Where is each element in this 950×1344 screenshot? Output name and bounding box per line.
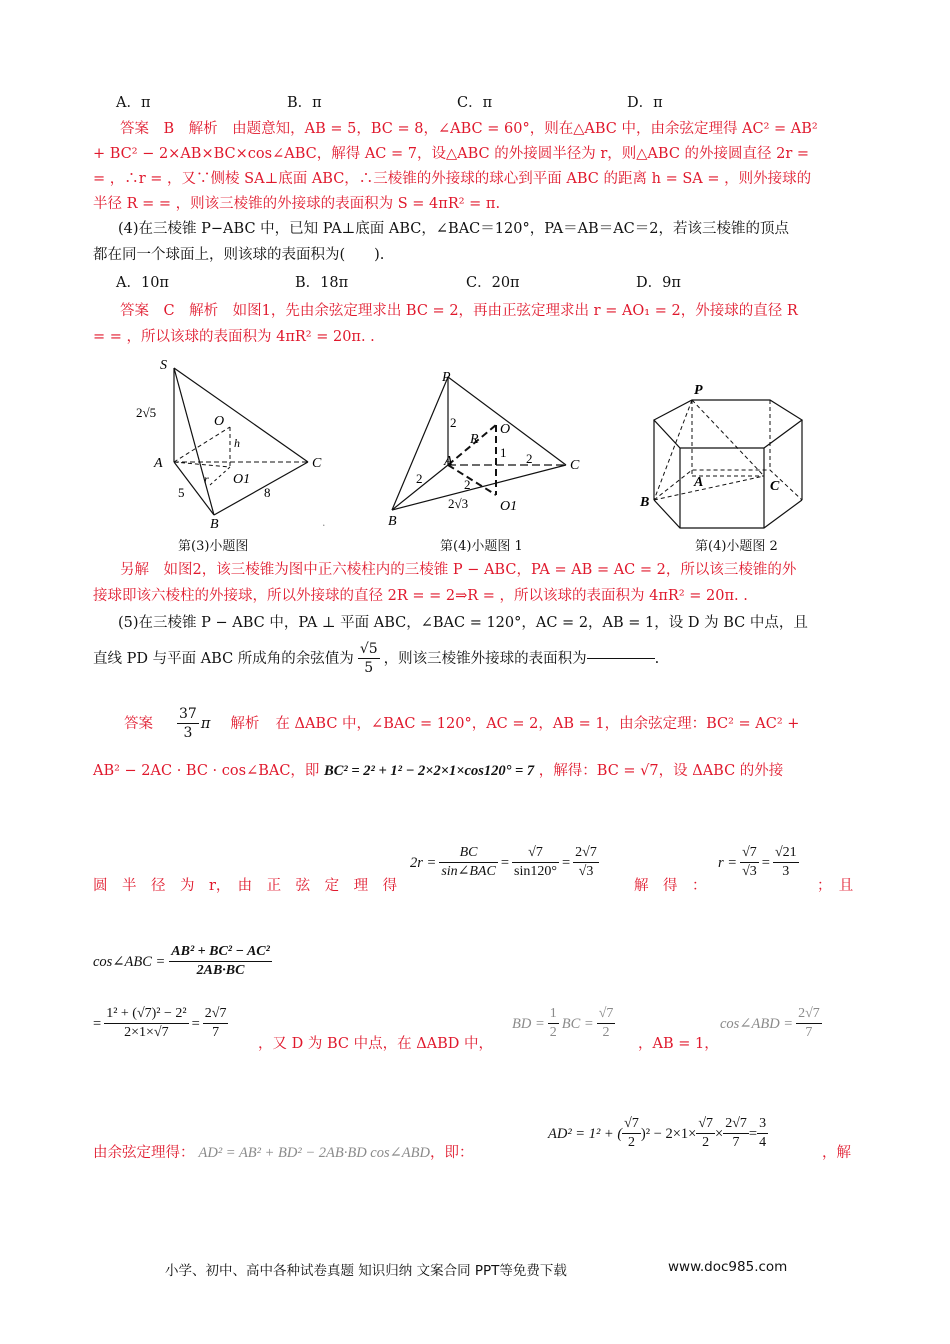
q5-line2-pre: 直线 PD 与平面 ABC 所成角的余弦值为 xyxy=(93,650,354,667)
fig2-label-ab: 2 xyxy=(416,471,423,486)
fig1-label-bc: 8 xyxy=(264,485,271,500)
q5-line1: (5)在三棱锥 P − ABC 中，PA ⊥ 平面 ABC，∠BAC = 120°，AC = 2，AB = 1，设 D 为 BC 中点，且 xyxy=(118,615,808,631)
eq2-den: 2×1×√7 xyxy=(124,1025,169,1040)
ad-f2-num: √7 xyxy=(696,1115,715,1134)
answer-q5-label: 答案 xyxy=(124,715,153,732)
fig1-label-c: C xyxy=(312,456,322,471)
bd-f1-den: 2 xyxy=(549,1025,557,1040)
ad-f1-num: √7 xyxy=(622,1115,641,1134)
answer-q5-row1: 在 ΔABC 中，∠BAC = 120°，AC = 2，AB = 1，由余弦定理：BC² = AC² + xyxy=(275,715,800,732)
sine-eq-pre: 2r = xyxy=(410,854,437,871)
fig2-label-bc: 2√3 xyxy=(448,496,469,511)
fig1-label-sa: 2√5 xyxy=(136,405,157,420)
sine-f2-den: sin120° xyxy=(514,864,557,879)
ad-f3-den: 7 xyxy=(732,1135,740,1150)
fig2-label-r: R xyxy=(470,432,479,447)
option-b: B．π xyxy=(287,95,322,111)
sine-f1-den: sin∠BAC xyxy=(441,864,496,879)
fig2-label-o: O xyxy=(500,422,511,437)
fig1-label-ab: 5 xyxy=(178,485,185,500)
fig2-label-p: P xyxy=(442,370,451,385)
fig1-label-s: S xyxy=(160,358,167,373)
answer-q4-line1: 答案 C 解析 如图1，先由余弦定理求出 BC = 2，再由正弦定理求出 r = AO₁ = 2，外接球的直径 R xyxy=(120,303,798,319)
q5-line2-end: . xyxy=(654,650,660,667)
footer-url[interactable]: www.doc985.com xyxy=(668,1259,788,1275)
eq2-r-num: 2√7 xyxy=(203,1005,229,1024)
cos-abd-equation xyxy=(720,1005,825,1042)
cosabd-pre: cos∠ABD = xyxy=(720,1015,794,1032)
answer-q5-row6 xyxy=(93,1142,473,1164)
r-f1-num: √7 xyxy=(740,844,759,863)
figure-q3 xyxy=(130,355,340,530)
figure-q4-1-caption: 第(4)小题图 1 xyxy=(440,539,523,554)
option-c: C．π xyxy=(457,95,493,111)
cos-num: AB² + BC² − AC² xyxy=(169,943,272,962)
answer-q3-line2: + BC² − 2×AB×BC×cos∠ABC，解得 AC = 7，设△ABC 的外接圆半径为 r，则△ABC 的外接圆直径 2r = xyxy=(93,146,810,162)
figure-q4-2-caption: 第(4)小题图 2 xyxy=(695,539,778,554)
answer-q5-row5-mid: ，又 D 为 BC 中点，在 ΔABD 中， xyxy=(258,1036,494,1052)
sine-f2-num: √7 xyxy=(512,844,559,863)
cosabd-num: 2√7 xyxy=(796,1005,822,1024)
r-f2-den: 3 xyxy=(782,864,790,879)
fig3-label-p: P xyxy=(694,383,703,398)
sine-law-equation: 2r = $\frac{BC}{\text{sin∠BAC}}$ = $\frac{√7}{\sin 120^\circ}$ = $\frac{2√7}{√3}$ xyxy=(410,845,597,879)
cos-abc-equation xyxy=(93,943,272,980)
answer-q5-den: 3 xyxy=(183,725,193,741)
fig1-label-o1: O1 xyxy=(233,472,251,487)
eq2-r-den: 7 xyxy=(212,1025,220,1040)
q5-frac-den: 5 xyxy=(364,660,374,676)
row2-c: ，解得：BC = √7，设 ΔABC 的外接 xyxy=(538,763,784,779)
answer-q5-row2 xyxy=(93,760,783,782)
figure-q4-2 xyxy=(636,378,826,533)
q5-frac-num: √5 xyxy=(359,641,378,657)
answer-q5-value xyxy=(177,705,199,742)
bd-f2-den: 2 xyxy=(602,1025,610,1040)
fig2-label-pa: 2 xyxy=(450,415,457,430)
fig1-label-b: B xyxy=(210,517,219,530)
fig3-label-a: A xyxy=(694,475,704,490)
eq2-num: 1² + (√7)² − 2² xyxy=(104,1005,188,1024)
row6-formula: AD² = AB² + BD² − 2AB·BD cos∠ABD xyxy=(198,1145,430,1161)
answer-q5-row3-text: 圆 半 径 为 r， 由 正 弦 定 理 得 xyxy=(93,878,398,894)
q4-option-d: D．9π xyxy=(636,275,681,291)
q5-line2 xyxy=(93,640,659,677)
r-equation: r = $\frac{√7}{√3}$ = $\frac{√21}{3}$ xyxy=(718,845,797,879)
footer-text: 小学、初中、高中各种试卷真题 知识归纳 文案合同 PPT等免费下载 xyxy=(165,1263,567,1279)
bd-pre: BD = xyxy=(512,1015,545,1032)
answer-q3-line4: 半径 R = = ，则该三棱锥的外接球的表面积为 S = 4πR² = π. xyxy=(93,196,501,212)
answer-q5-pi: π xyxy=(200,715,211,732)
bd-f2-num: √7 xyxy=(597,1005,616,1024)
answer-q5-header xyxy=(124,705,799,742)
ad-pre: AD² = 1² + ( xyxy=(548,1125,623,1142)
sine-f3-num: 2√7 xyxy=(573,844,599,863)
fig2-label-a: A xyxy=(444,454,453,469)
fig2-label-b: B xyxy=(388,514,397,529)
ab-equals: ，AB = 1， xyxy=(638,1036,719,1052)
bd-equation xyxy=(512,1005,618,1042)
cos-den: 2AB·BC xyxy=(196,963,245,978)
answer-q5-row6-end: ，解 xyxy=(822,1145,851,1161)
fig2-label-oc: 2 xyxy=(526,451,533,466)
figure-q4-1 xyxy=(378,365,588,530)
option-d: D．π xyxy=(627,95,663,111)
cos-pre: cos∠ABC = xyxy=(93,953,166,970)
cosabd-den: 7 xyxy=(805,1025,813,1040)
ad-eq: = xyxy=(748,1125,758,1142)
answer-q3-line1: 答案 B 解析 由题意知，AB = 5，BC = 8，∠ABC = 60°，则在△ABC 中，由余弦定理得 AC² = AB² xyxy=(120,121,818,137)
row2-a: AB² − 2AC · BC · cos∠BAC，即 xyxy=(93,763,320,779)
sine-f1-num: BC xyxy=(439,844,498,863)
ad-f2-den: 2 xyxy=(702,1135,710,1150)
ad-times: × xyxy=(715,1125,724,1142)
row6-ji: ，即： xyxy=(429,1145,474,1161)
row2-b: BC² = 2² + 1² − 2×2×1×cos120° = 7 xyxy=(324,763,535,779)
ad-f4-den: 4 xyxy=(759,1135,767,1150)
bd-f1-num: 1 xyxy=(548,1005,559,1024)
row6-text: 由余弦定理得： xyxy=(93,1145,195,1161)
q4-line1: (4)在三棱锥 P−ABC 中，已知 PA⊥底面 ABC，∠BAC＝120°，PA＝AB＝AC＝2，若该三棱锥的顶点 xyxy=(118,221,790,237)
q5-line2-post: ，则该三棱锥外接球的表面积为 xyxy=(383,650,587,667)
sine-f3-den: √3 xyxy=(578,864,594,879)
fig1-label-h: h xyxy=(234,436,240,450)
fig2-label-o1: O1 xyxy=(500,499,518,514)
q4-option-c: C．20π xyxy=(466,275,520,291)
fig2-label-c: C xyxy=(570,458,580,473)
fig1-label-a: A xyxy=(154,456,163,471)
fig1-label-o: O xyxy=(214,414,225,429)
ad-f1-den: 2 xyxy=(628,1135,636,1150)
r-eq-pre: r = xyxy=(718,854,738,871)
figure-q3-caption: 第(3)小题图 xyxy=(178,539,249,554)
bd-mid: BC = xyxy=(561,1015,594,1032)
q5-answer-blank[interactable] xyxy=(587,658,655,659)
answer-q3-line3: = ，∴r = ，又∵侧棱 SA⊥底面 ABC，∴三棱锥的外接球的球心到平面 ABC 的距离 h = SA = ，则外接球的 xyxy=(93,171,812,187)
answer-q5-jiexi: 解析 xyxy=(230,715,260,732)
ad-equation xyxy=(548,1115,768,1152)
cos-abc-value: = $\frac{\text{1² + (√7)² − 2²}}{2\times 1\times√7}$ = $\frac{2√7}{7}$ xyxy=(93,1006,227,1040)
fig3-label-b: B xyxy=(640,495,650,510)
fig1-label-r: r xyxy=(204,472,209,486)
answer-q5-num: 37 xyxy=(179,706,197,722)
fig3-label-c: C xyxy=(770,479,780,494)
alt-solution-line2: 接球即该六棱柱的外接球，所以外接球的直径 2R = = 2⇒R = ，所以该球的表面积为 4πR² = 20π. . xyxy=(93,588,748,604)
q5-fraction xyxy=(358,640,380,677)
r-f1-den: √3 xyxy=(742,864,757,879)
alt-solution-line1: 另解 如图2，该三棱锥为图中正六棱柱内的三棱锥 P − ABC，PA = AB = AC = 2，所以该三棱锥的外 xyxy=(120,562,797,578)
figure-dot: . xyxy=(322,516,326,529)
ad-mid: )² − 2×1× xyxy=(640,1125,697,1142)
answer-q5-row3-end: ； 且 xyxy=(817,878,854,894)
r-f2-num: √21 xyxy=(773,844,799,863)
answer-q5-jiede: 解 得 ： xyxy=(634,878,707,894)
q4-option-a: A．10π xyxy=(116,275,169,291)
ad-f4-num: 3 xyxy=(757,1115,768,1134)
answer-q4-line2: = = ，所以该球的表面积为 4πR² = 20π. . xyxy=(93,329,375,345)
fig2-label-ao1: 2 xyxy=(464,477,471,492)
q4-option-b: B．18π xyxy=(295,275,349,291)
fig2-label-1: 1 xyxy=(500,445,507,460)
q4-line2: 都在同一个球面上，则该球的表面积为( ). xyxy=(93,247,385,263)
option-a: A．π xyxy=(116,95,151,111)
ad-f3-num: 2√7 xyxy=(723,1115,749,1134)
